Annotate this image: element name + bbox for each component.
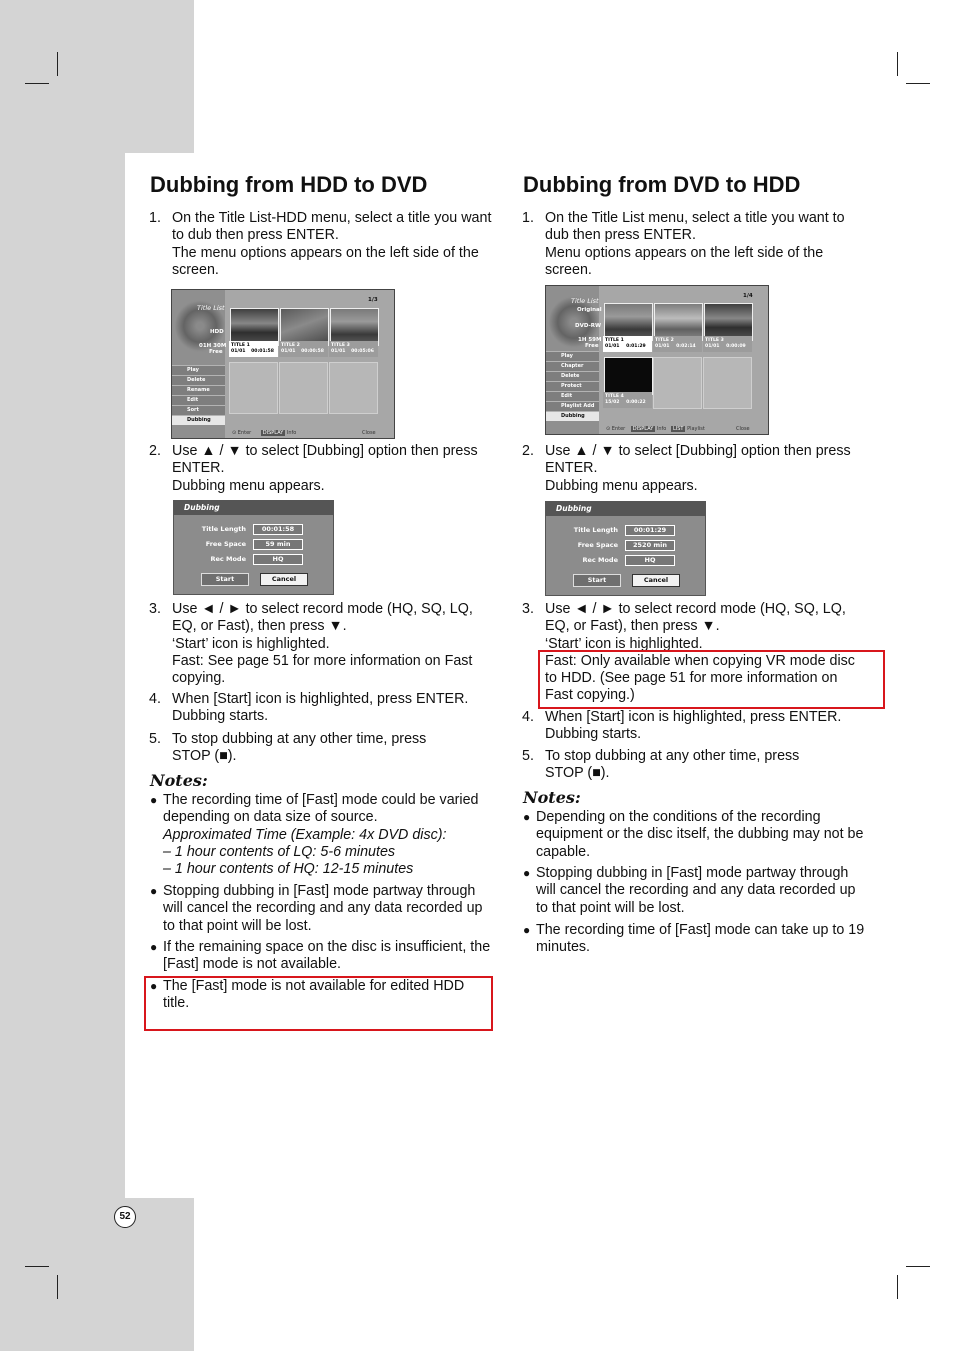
crop-mark	[57, 52, 58, 76]
title-caption: TITLE 4 15/02 0:00:22	[603, 392, 652, 408]
menu-item-dubbing: Dubbing	[172, 415, 225, 425]
title-caption: TITLE 3 01/01 00:05:06	[329, 341, 378, 357]
crop-mark	[25, 83, 49, 84]
cancel-button: Cancel	[632, 574, 680, 587]
start-button: Start	[573, 574, 621, 587]
menu-item-sort: Sort	[172, 405, 225, 415]
crop-mark	[906, 1266, 930, 1267]
menu-item-playlist-add: Playlist Add	[546, 401, 599, 411]
crop-mark	[25, 1266, 49, 1267]
menu-item-edit: Edit	[172, 395, 225, 405]
margin-panel-top	[0, 0, 194, 153]
margin-panel-bottom	[0, 1198, 194, 1351]
title-list-dvd-screenshot: Title List Original DVD-RW 1H 59M Free 1/4 Play Chapter Delete Protect Edit Playlist Add Dubbing TITLE 1 01/01 0:01:29 TITLE 2 01/01 0:02:14 TITLE 3 01/01 0:00:09 TITLE 4 15/02 0:00:22 ⊙ Enter DISPLAY Info LIST Playlist Close	[545, 285, 769, 435]
title-thumbnail	[604, 357, 653, 395]
notes-heading: Notes:	[523, 788, 581, 807]
crop-mark	[897, 1275, 898, 1299]
section-title-dvd-to-hdd: Dubbing from DVD to HDD	[523, 172, 801, 197]
section-title-hdd-to-dvd: Dubbing from HDD to DVD	[150, 172, 428, 197]
title-caption: TITLE 1 01/01 0:01:29	[603, 336, 652, 352]
menu-item-play: Play	[172, 365, 225, 375]
start-button: Start	[201, 573, 249, 586]
title-caption: TITLE 3 01/01 0:00:09	[703, 336, 752, 352]
crop-mark	[897, 52, 898, 76]
menu-item-delete: Delete	[172, 375, 225, 385]
menu-item-protect: Protect	[546, 381, 599, 391]
highlight-box	[538, 650, 885, 709]
title-caption: TITLE 1 01/01 00:01:58	[229, 341, 278, 357]
menu-item-play: Play	[546, 351, 599, 361]
highlight-box	[144, 976, 493, 1031]
dubbing-menu-screenshot: Dubbing Title Length 00:01:58 Free Space 59 min Rec Mode HQ Start Cancel	[173, 500, 334, 595]
margin-panel-side	[0, 153, 125, 1198]
page-number: 52	[114, 1206, 136, 1228]
cancel-button: Cancel	[260, 573, 308, 586]
menu-item-edit: Edit	[546, 391, 599, 401]
crop-mark	[906, 83, 930, 84]
dubbing-menu-screenshot: Dubbing Title Length 00:01:29 Free Space 2520 min Rec Mode HQ Start Cancel	[545, 501, 706, 596]
title-caption: TITLE 2 01/01 0:02:14	[653, 336, 702, 352]
menu-item-delete: Delete	[546, 371, 599, 381]
menu-item-rename: Rename	[172, 385, 225, 395]
title-caption: TITLE 2 01/01 00:00:58	[279, 341, 328, 357]
crop-mark	[57, 1275, 58, 1299]
title-list-hdd-screenshot: Title List HDD 01H 30M Free 1/3 Play Delete Rename Edit Sort Dubbing TITLE 1 01/01 00:01:58 TITLE 2 01/01 00:00:58 TITLE 3 01/01 00:05:06 ⊙ Enter DISPLAY Info Close	[171, 289, 395, 439]
notes-heading: Notes:	[150, 771, 208, 790]
menu-item-dubbing: Dubbing	[546, 411, 599, 421]
menu-item-chapter: Chapter	[546, 361, 599, 371]
